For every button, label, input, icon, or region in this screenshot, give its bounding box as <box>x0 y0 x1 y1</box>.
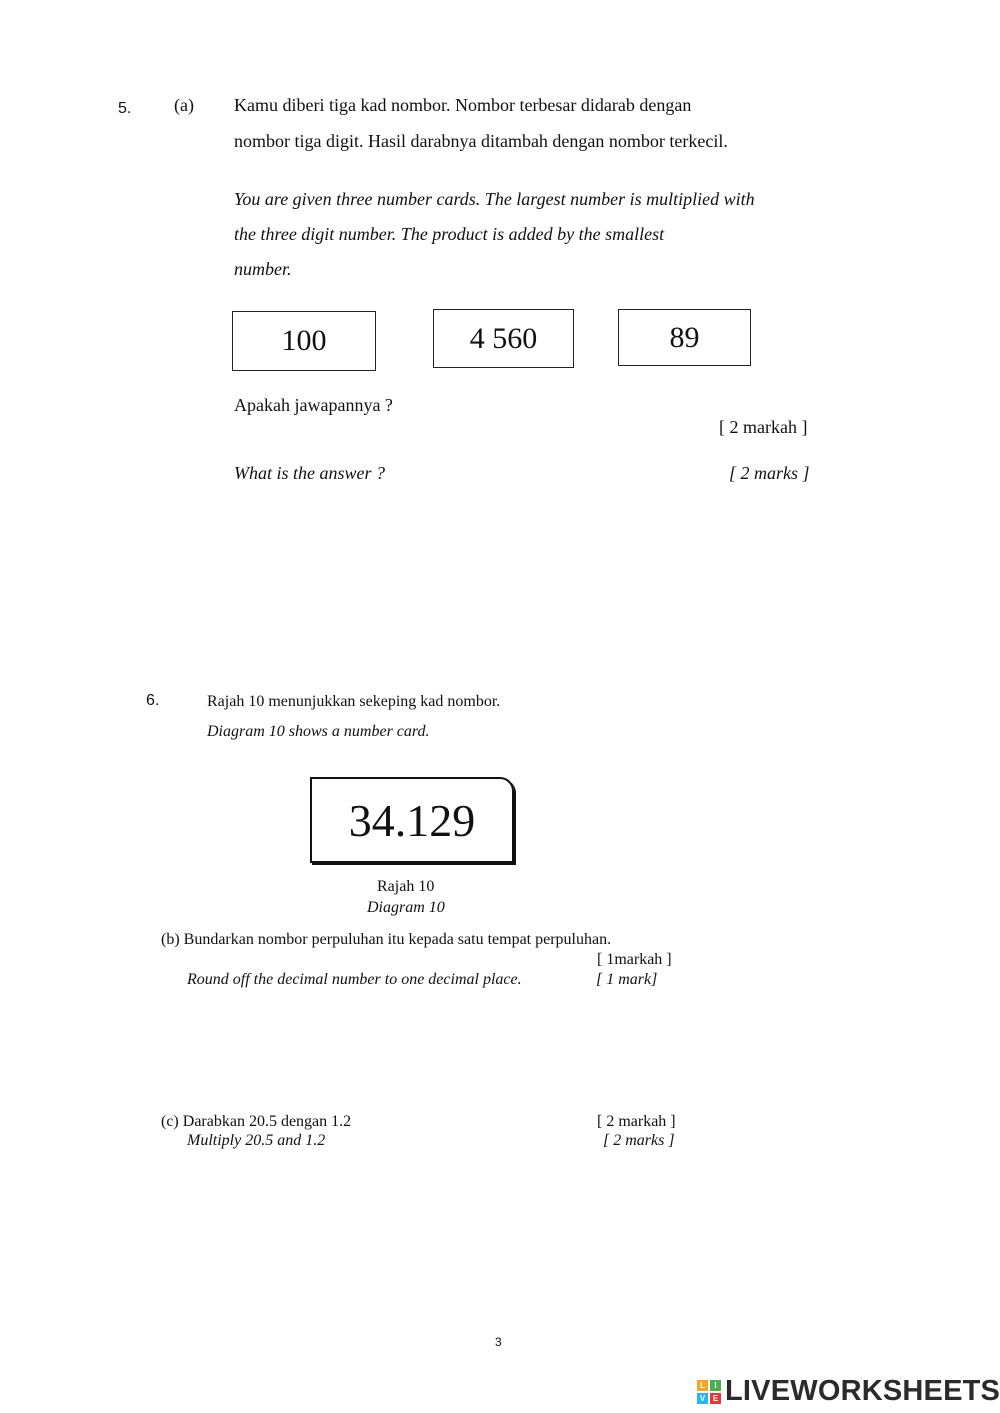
question-5-english-line-2: the three digit number. The product is added by the smallest <box>234 224 665 244</box>
question-6-intro-malay: Rajah 10 menunjukkan sekeping kad nombor. <box>207 693 501 710</box>
question-5-part-label: (a) <box>174 95 194 115</box>
diagram-caption-malay: Rajah 10 <box>377 878 435 895</box>
brand-name: LIVEWORKSHEETS <box>725 1375 1000 1407</box>
part-c-malay: (c) Darabkan 20.5 dengan 1.2 <box>161 1113 352 1130</box>
part-c-marks-english: [ 2 marks ] <box>603 1132 675 1149</box>
logo-letter-l: L <box>697 1380 708 1391</box>
question-5-english-line-3: number. <box>234 259 292 279</box>
question-5-number: 5. <box>118 100 132 117</box>
part-b-marks-english: [ 1 mark] <box>596 971 658 988</box>
question-5-marks-english: [ 2 marks ] <box>729 463 810 483</box>
page-number: 3 <box>495 1335 502 1349</box>
question-5-prompt-malay: Apakah jawapannya ? <box>234 395 393 415</box>
question-5-malay-line-2: nombor tiga digit. Hasil darabnya ditambah dengan nombor terkecil. <box>234 131 728 151</box>
question-5-english-line-1: You are given three number cards. The largest number is multiplied with <box>234 189 755 209</box>
part-b-marks-malay: [ 1markah ] <box>597 951 672 968</box>
part-b-malay: (b) Bundarkan nombor perpuluhan itu kepada satu tempat perpuluhan. <box>161 931 612 948</box>
question-5-prompt-english: What is the answer ? <box>234 463 385 483</box>
number-card-3: 89 <box>618 309 751 366</box>
question-5-malay-line-1: Kamu diberi tiga kad nombor. Nombor terbesar didarab dengan <box>234 95 692 115</box>
logo-mark-icon <box>697 1380 721 1404</box>
question-5-marks-malay: [ 2 markah ] <box>719 417 808 437</box>
question-6-number: 6. <box>146 692 160 709</box>
logo-letter-e: E <box>710 1393 721 1404</box>
number-card-1: 100 <box>232 311 376 371</box>
question-6-intro-english: Diagram 10 shows a number card. <box>207 723 430 740</box>
part-c-english: Multiply 20.5 and 1.2 <box>187 1132 326 1149</box>
part-b-english: Round off the decimal number to one decimal place. <box>187 971 522 988</box>
diagram-caption-english: Diagram 10 <box>367 899 445 916</box>
decimal-number-card: 34.129 <box>310 777 514 863</box>
number-card-2: 4 560 <box>433 309 574 368</box>
liveworksheets-logo[interactable] <box>697 1375 1000 1408</box>
logo-letter-v: V <box>697 1393 708 1404</box>
part-c-marks-malay: [ 2 markah ] <box>597 1113 676 1130</box>
logo-letter-i: I <box>710 1380 721 1391</box>
